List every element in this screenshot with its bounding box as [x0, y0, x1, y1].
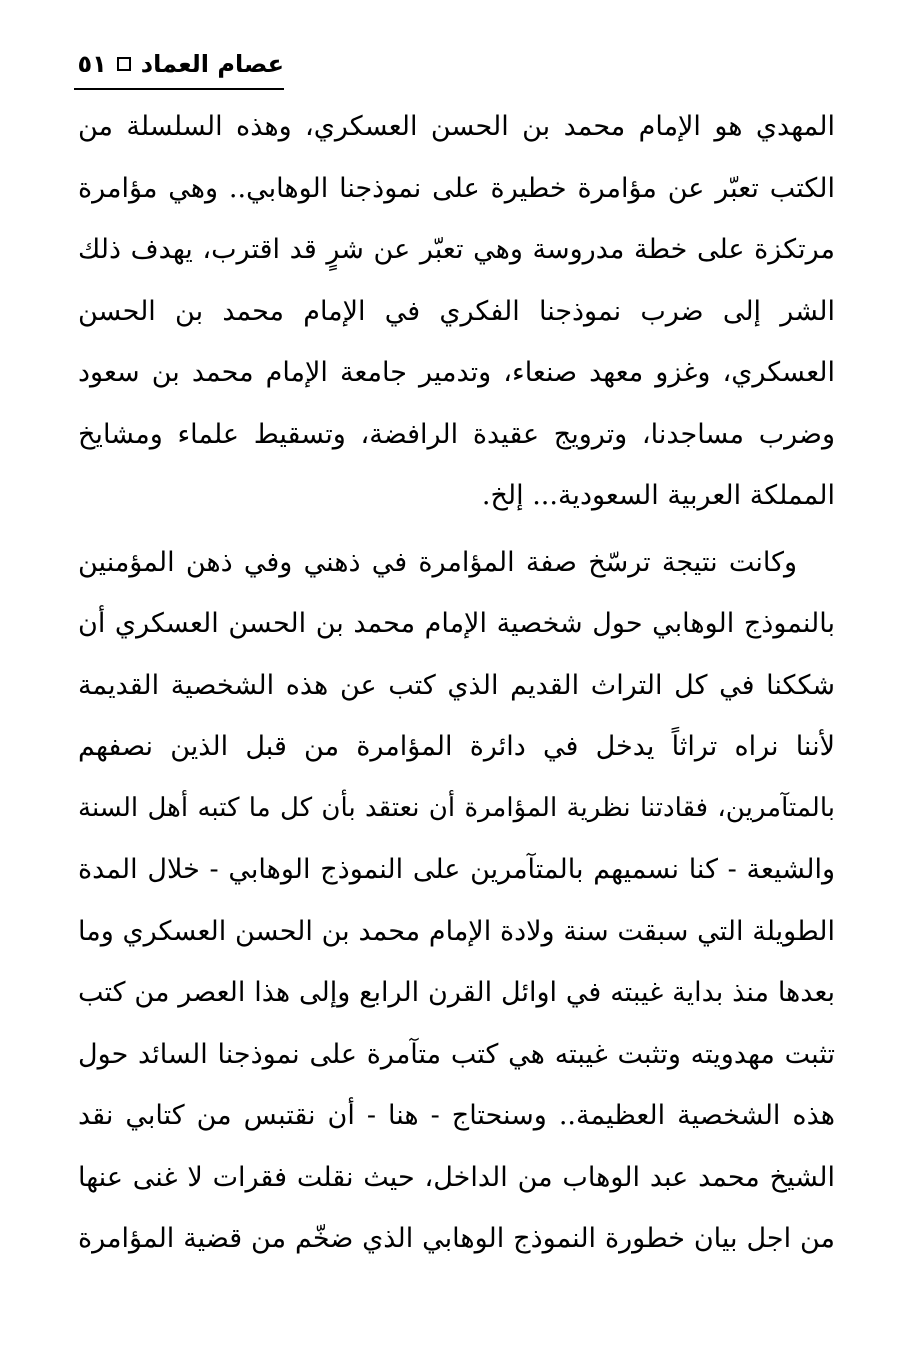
- text-line: الكتب تعبّر عن مؤامرة خطيرة على نموذجنا الوهابي.. وهي مؤامرة: [78, 172, 835, 204]
- text-line: من اجل بيان خطورة النموذج الوهابي الذي ضخّم من قضية المؤامرة: [78, 1223, 835, 1254]
- text-line: بعدها منذ بداية غيبته في اوائل القرن الرابع وإلى هذا العصر من كتب: [78, 977, 835, 1008]
- square-separator-icon: [117, 57, 131, 71]
- text-line: مرتكزة على خطة مدروسة وهي تعبّر عن شرٍ قد اقترب، يهدف ذلك: [78, 234, 835, 265]
- text-line: والشيعة - كنا نسميهم بالمتآمرين على النموذج الوهابي - خلال المدة: [78, 854, 835, 885]
- running-header: [74, 44, 284, 84]
- text-line: الطويلة التي سبقت سنة ولادة الإمام محمد بن الحسن العسكري وما: [78, 915, 835, 947]
- text-line: وضرب مساجدنا، وترويج عقيدة الرافضة، وتسقيط علماء ومشايخ: [78, 418, 835, 450]
- text-line: هذه الشخصية العظيمة.. وسنحتاج - هنا - أن نقتبس من كتابي نقد: [78, 1100, 835, 1131]
- paragraph-2: [78, 532, 835, 1270]
- header-rule: [74, 88, 284, 90]
- page-number: ٥١: [77, 50, 107, 78]
- text-line: لأننا نراه تراثاً يدخل في دائرة المؤامرة من قبل الذين نصفهم: [78, 731, 835, 762]
- text-line: وكانت نتيجة ترسّخ صفة المؤامرة في ذهني وفي ذهن المؤمنين: [78, 546, 797, 578]
- text-line: الشيخ محمد عبد الوهاب من الداخل، حيث نقلت فقرات لا غنى عنها: [78, 1161, 835, 1193]
- text-line: بالنموذج الوهابي حول شخصية الإمام محمد بن الحسن العسكري أن: [78, 608, 835, 639]
- text-line: المهدي هو الإمام محمد بن الحسن العسكري، وهذه السلسلة من: [78, 111, 835, 142]
- paragraph-1: [78, 96, 835, 527]
- header-title: عصام العماد: [140, 50, 284, 78]
- text-line: الشر إلى ضرب نموذجنا الفكري في الإمام محمد بن الحسن: [78, 295, 835, 327]
- text-line: شككنا في كل التراث القديم الذي كتب عن هذه الشخصية القديمة: [78, 669, 835, 701]
- text-line: المملكة العربية السعودية... إلخ.: [481, 480, 835, 511]
- text-line: بالمتآمرين، فقادتنا نظرية المؤامرة أن نعتقد بأن كل ما كتبه أهل السنة: [78, 792, 835, 823]
- text-line: تثبت مهدويته وتثبت غيبته هي كتب متآمرة على نموذجنا السائد حول: [78, 1038, 835, 1070]
- text-line: العسكري، وغزو معهد صنعاء، وتدمير جامعة الإمام محمد بن سعود: [78, 357, 835, 388]
- body-text: [78, 96, 835, 1270]
